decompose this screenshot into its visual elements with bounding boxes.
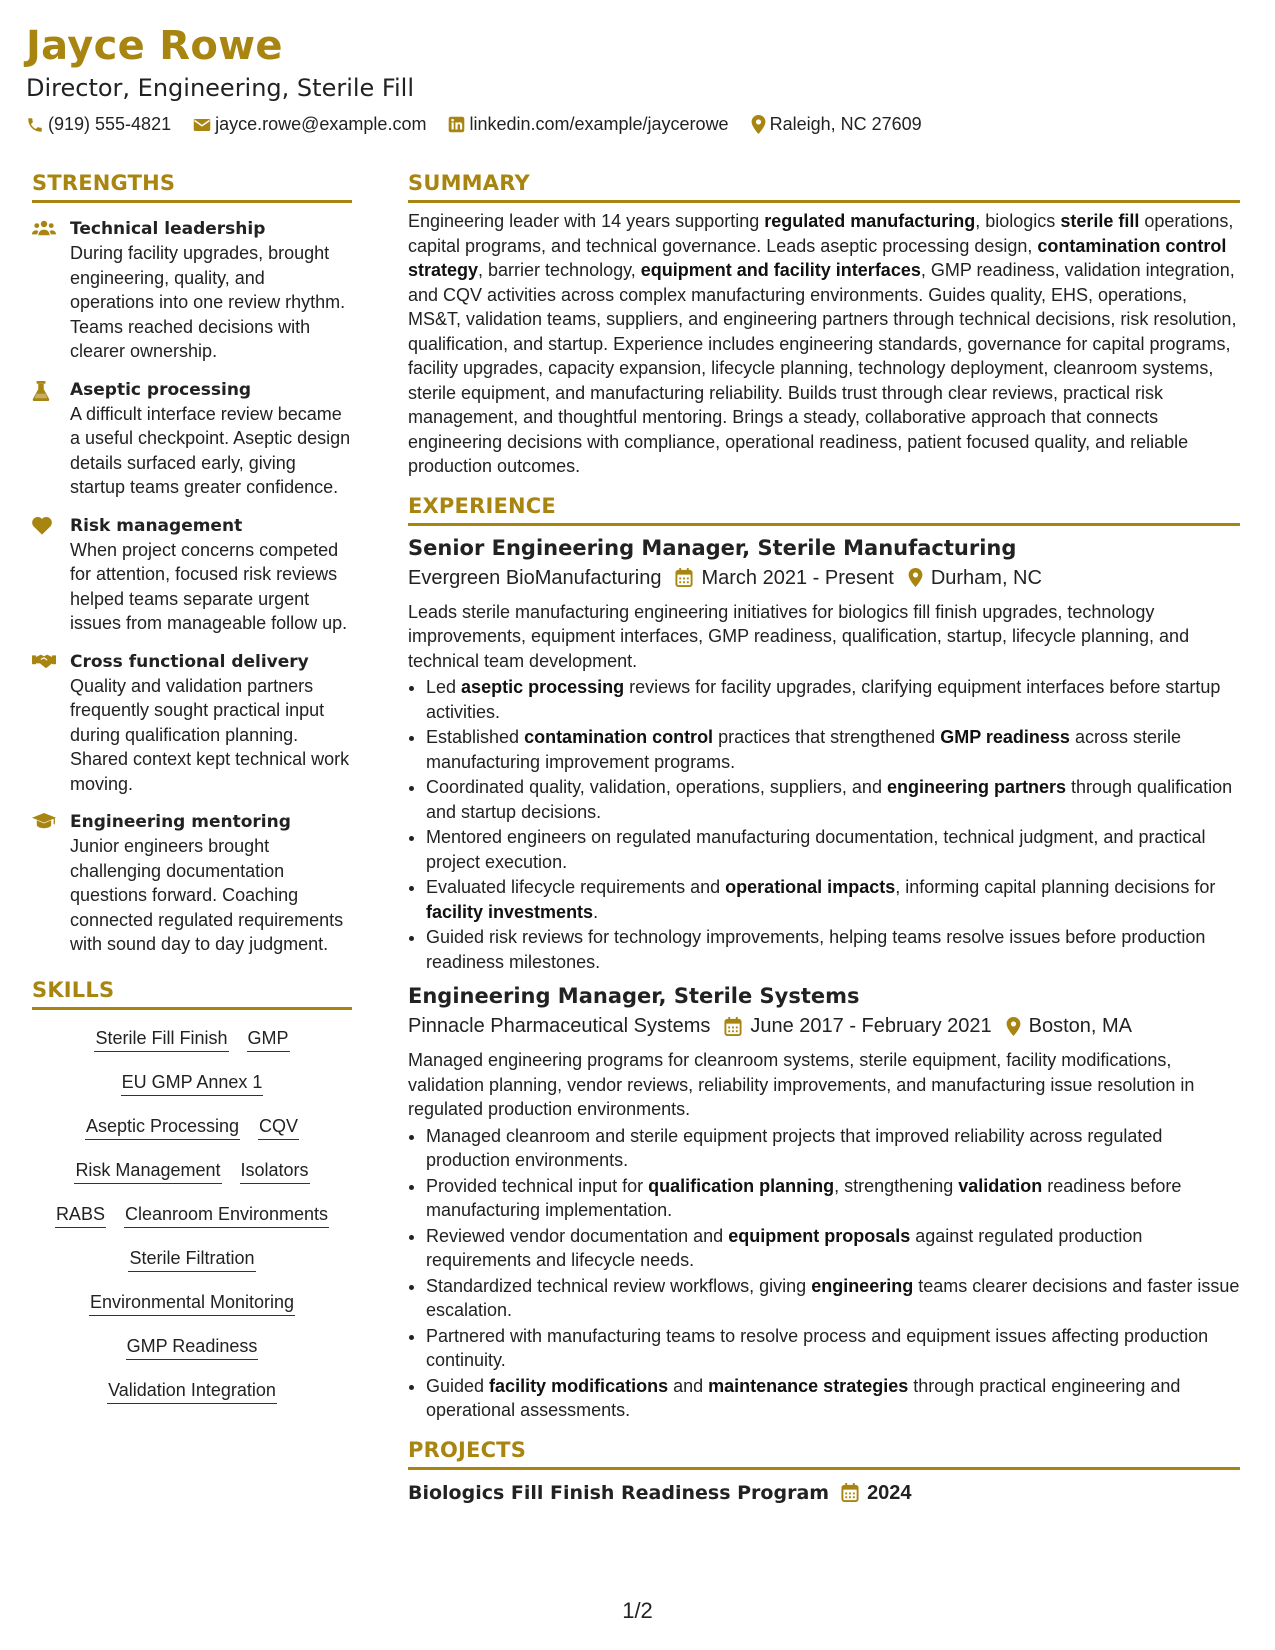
contact-location	[751, 114, 922, 135]
right-column	[408, 170, 1240, 1506]
skill-tag: GMP Readiness	[126, 1334, 259, 1360]
job-title: Senior Engineering Manager, Sterile Manufacturing	[408, 535, 1017, 560]
resume-header	[26, 22, 1246, 135]
project-title: Biologics Fill Finish Readiness Program	[408, 1481, 830, 1504]
bullet-item: • Led aseptic processing reviews for facility upgrades, clarifying equipment interfaces before startup activities.	[426, 675, 1240, 724]
handshake-icon	[32, 653, 56, 669]
projects-section	[408, 1437, 1240, 1506]
skill-row	[32, 1334, 352, 1360]
envelope-icon	[193, 117, 211, 133]
strength-title: Aseptic processing	[70, 379, 252, 400]
map-pin-icon	[908, 568, 923, 587]
users-icon	[32, 220, 56, 236]
skills-heading: SKILLS	[32, 977, 352, 1010]
map-pin-icon	[1006, 1017, 1021, 1036]
strength-title: Technical leadership	[70, 219, 266, 239]
job-location: Boston, MA	[1028, 1015, 1133, 1037]
contact-phone[interactable]	[26, 114, 171, 135]
job-description: Leads sterile manufacturing engineering initiatives for biologics fill finish upgrades, technology improvements, equipment interfaces, GMP readiness, qualification, startup, lifecycle planning, and technical team development.	[408, 601, 1190, 671]
heart-icon	[32, 517, 52, 535]
bullet-item: • Standardized technical review workflows, giving engineering teams clearer decisions and faster issue escalation.	[426, 1274, 1240, 1323]
strength-description: When project concerns competed for attention, focused risk reviews helped teams separate urgent issues from manageable follow up.	[70, 539, 348, 633]
skill-row	[32, 1202, 352, 1228]
location-text: Raleigh, NC 27609	[769, 114, 922, 134]
calendar-icon	[675, 568, 693, 587]
strength-description: Junior engineers brought challenging documentation questions forward. Coaching connected regulated requirements with sound day to day judgment.	[70, 836, 344, 954]
bullet-item: • Coordinated quality, validation, operations, suppliers, and engineering partners through qualification and startup decisions.	[426, 775, 1240, 824]
graduation-cap-icon	[32, 813, 56, 829]
job-description: Managed engineering programs for cleanroom systems, sterile equipment, facility modifications, validation planning, vendor reviews, reliability improvements, and manufacturing issue resolution in regulated production environments.	[408, 1050, 1195, 1119]
bullet-item: • Evaluated lifecycle requirements and operational impacts, informing capital planning decisions for facility investments.	[426, 875, 1240, 924]
summary-text: Engineering leader with 14 years supporting regulated manufacturing, biologics sterile fill operations, capital programs, and technical governance. Leads aseptic processing design, contamination control strategy, barrier technology, equipment and facility interfaces, GMP readiness, validation integration, and CQV activities across complex manufacturing environments. Guides quality, EHS, operations, MS&T, validation teams, suppliers, and engineering partners through technical decisions, risk resolution, qualification, and startup. Experience includes engineering standards, governance for capital programs, facility upgrades, capacity expansion, lifecycle planning, technology deployment, cleanroom systems, sterile equipment, and manufacturing reliability. Builds trust through clear reviews, practical risk management, and thoughtful mentoring. Brings a steady, collaborative approach that connects engineering decisions with compliance, operational readiness, patient focused quality, and reliable production outcomes.	[408, 211, 1237, 476]
company-name: Pinnacle Pharmaceutical Systems	[408, 1015, 711, 1037]
skill-row	[32, 1114, 352, 1140]
skill-tag: Validation Integration	[107, 1378, 277, 1404]
skill-row	[32, 1290, 352, 1316]
strength-title: Risk management	[70, 515, 243, 536]
job-location: Durham, NC	[930, 566, 1042, 589]
contact-linkedin[interactable]	[448, 114, 728, 135]
skill-tag: Environmental Monitoring	[89, 1290, 295, 1316]
experience-heading: EXPERIENCE	[408, 493, 1240, 526]
skill-tag: Cleanroom Environments	[124, 1202, 329, 1228]
skill-row	[32, 1026, 352, 1052]
strength-item	[32, 514, 352, 636]
phone-icon	[26, 116, 44, 134]
calendar-icon	[841, 1483, 859, 1502]
skill-tag: Sterile Filtration	[128, 1246, 255, 1272]
strength-description: A difficult interface review became a useful checkpoint. Aseptic design details surfaced early, giving startup teams greater confidence.	[70, 403, 351, 497]
job-bullets	[408, 675, 1240, 974]
skill-tag: RABS	[55, 1202, 106, 1228]
skill-row	[32, 1378, 352, 1404]
bullet-item: • Established contamination control practices that strengthened GMP readiness across sterile manufacturing improvement programs.	[426, 725, 1240, 774]
strength-title: Cross functional delivery	[70, 651, 309, 672]
job-title: Engineering Manager, Sterile Systems	[408, 984, 860, 1008]
bullet-item: • Mentored engineers on regulated manufacturing documentation, technical judgment, and practical project execution.	[426, 825, 1240, 874]
map-pin-icon	[751, 115, 766, 134]
calendar-icon	[724, 1017, 742, 1036]
contact-bar	[26, 114, 1246, 135]
strength-item	[32, 378, 352, 500]
bullet-item: • Guided facility modifications and maintenance strategies through practical engineering and operational assessments.	[426, 1374, 1240, 1423]
candidate-title: Director, Engineering, Sterile Fill	[26, 74, 414, 102]
bullet-item: • Partnered with manufacturing teams to resolve process and equipment issues affecting production continuity.	[426, 1324, 1240, 1373]
skill-row	[32, 1158, 352, 1184]
job-bullets	[408, 1124, 1240, 1423]
strength-description: Quality and validation partners frequently sought practical input during qualification planning. Shared context kept technical work moving.	[70, 675, 350, 794]
left-column	[32, 170, 352, 1422]
skill-tag: CQV	[258, 1114, 299, 1140]
skill-tag: Sterile Fill Finish	[94, 1026, 228, 1052]
contact-email[interactable]	[193, 114, 426, 135]
linkedin-text: linkedin.com/example/jaycerowe	[469, 114, 729, 134]
summary-heading: SUMMARY	[408, 170, 1240, 203]
linkedin-icon	[448, 116, 465, 133]
project-item	[408, 1480, 1240, 1506]
skill-tag: Isolators	[240, 1158, 310, 1184]
project-year: 2024	[867, 1481, 912, 1504]
strength-description: During facility upgrades, brought engineering, quality, and operations into one review rhythm. Teams reached decisions with clearer ownership.	[70, 243, 346, 361]
strength-item	[32, 650, 352, 797]
flask-icon	[32, 381, 50, 401]
strength-item	[32, 810, 352, 957]
strengths-heading: STRENGTHS	[32, 170, 352, 203]
skill-tag: Aseptic Processing	[85, 1114, 240, 1140]
skill-tag: EU GMP Annex 1	[121, 1070, 264, 1096]
job-meta	[408, 564, 1240, 592]
skill-tag: GMP	[247, 1026, 290, 1052]
candidate-name: Jayce Rowe	[26, 23, 283, 69]
skill-tag: Risk Management	[74, 1158, 221, 1184]
job-meta	[408, 1012, 1240, 1040]
phone-text: (919) 555-4821	[48, 114, 172, 134]
strength-title: Engineering mentoring	[70, 812, 291, 832]
job-entry	[408, 534, 1240, 975]
skills-section	[32, 977, 352, 1404]
experience-section	[408, 493, 1240, 1423]
strength-item	[32, 217, 352, 364]
bullet-item: • Managed cleanroom and sterile equipment projects that improved reliability across regulated production environments.	[426, 1124, 1240, 1173]
email-text: jayce.rowe@example.com	[215, 114, 427, 134]
job-entry	[408, 982, 1240, 1423]
bullet-item: • Provided technical input for qualification planning, strengthening validation readiness before manufacturing implementation.	[426, 1174, 1240, 1223]
job-dates: June 2017 - February 2021	[750, 1015, 992, 1037]
page-number: 1/2	[622, 1598, 653, 1623]
skill-row	[32, 1070, 352, 1096]
projects-heading: PROJECTS	[408, 1437, 1240, 1470]
job-dates: March 2021 - Present	[701, 566, 894, 589]
bullet-item: • Reviewed vendor documentation and equipment proposals against regulated production requirements and lifecycle needs.	[426, 1224, 1240, 1273]
bullet-item: • Guided risk reviews for technology improvements, helping teams resolve issues before production readiness milestones.	[426, 925, 1240, 974]
company-name: Evergreen BioManufacturing	[408, 566, 662, 589]
skill-row	[32, 1246, 352, 1272]
